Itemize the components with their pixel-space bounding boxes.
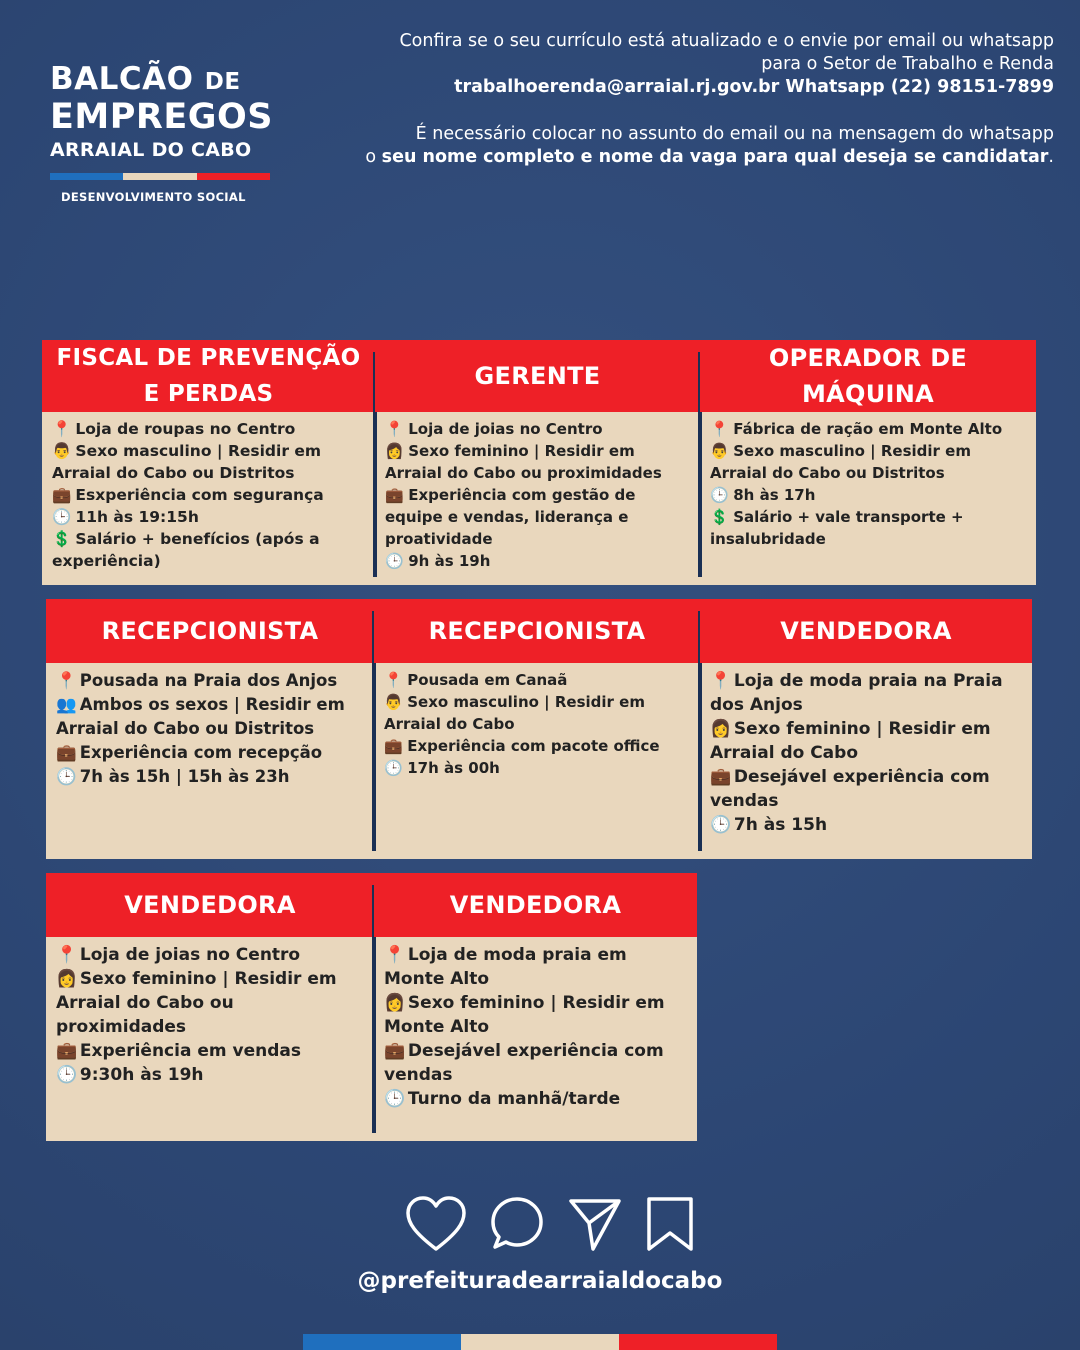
job-detail-text: Desejável experiência com vendas bbox=[710, 767, 990, 811]
job-card bbox=[375, 340, 700, 585]
woman-icon: 👩 bbox=[385, 442, 404, 460]
job-detail-item bbox=[384, 943, 687, 991]
job-detail-text: Pousada na Praia dos Anjos bbox=[79, 671, 338, 690]
job-details bbox=[700, 412, 1036, 550]
job-detail-item bbox=[384, 1087, 687, 1111]
job-detail-text: Sexo feminino | Residir em Arraial do Cabo ou proximidades bbox=[385, 442, 662, 482]
job-detail-item bbox=[384, 735, 690, 757]
heart-icon[interactable] bbox=[405, 1195, 467, 1253]
job-details bbox=[374, 937, 697, 1111]
intro-line5-suffix: . bbox=[1048, 147, 1054, 167]
job-detail-item bbox=[56, 1039, 364, 1063]
job-detail-text: Sexo feminino | Residir em Monte Alto bbox=[384, 993, 665, 1037]
job-detail-item bbox=[385, 550, 690, 572]
job-detail-item bbox=[384, 991, 687, 1039]
job-detail-item bbox=[710, 669, 1022, 717]
clock-icon: 🕒 bbox=[384, 1089, 406, 1109]
job-detail-text: Loja de moda praia em Monte Alto bbox=[384, 945, 627, 989]
job-detail-text: Loja de joias no Centro bbox=[79, 945, 301, 965]
job-detail-text: 8h às 17h bbox=[733, 486, 816, 504]
woman-icon: 👩 bbox=[710, 719, 732, 739]
briefcase-icon: 💼 bbox=[56, 1041, 78, 1061]
job-detail-text: Ambos os sexos | Residir em Arraial do Cabo ou Distritos bbox=[56, 695, 345, 738]
job-details bbox=[46, 937, 374, 1087]
job-detail-text: 17h às 00h bbox=[407, 759, 500, 777]
logo bbox=[50, 62, 280, 204]
logo-line2: EMPREGOS bbox=[50, 97, 273, 137]
woman-icon: 👩 bbox=[384, 993, 406, 1013]
job-detail-item bbox=[710, 440, 1026, 484]
job-detail-text: Sexo feminino | Residir em Arraial do Cabo bbox=[710, 719, 991, 763]
job-detail-item bbox=[56, 693, 364, 741]
briefcase-icon: 💼 bbox=[710, 767, 732, 787]
job-detail-text: Sexo masculino | Residir em Arraial do Cabo ou Distritos bbox=[710, 442, 971, 482]
job-detail-item bbox=[52, 528, 365, 572]
pin-icon: 📍 bbox=[710, 420, 729, 438]
job-detail-text: Salário + vale transporte + insalubridade bbox=[710, 508, 964, 548]
job-detail-text: 7h às 15h bbox=[733, 815, 828, 835]
job-title: FISCAL DE PREVENÇÃO E PERDAS bbox=[42, 340, 375, 412]
job-detail-item bbox=[56, 669, 364, 693]
footer-stripe bbox=[303, 1334, 777, 1350]
job-detail-item bbox=[385, 418, 690, 440]
job-detail-item bbox=[710, 717, 1022, 765]
job-detail-item bbox=[385, 440, 690, 484]
job-detail-text: Experiência com pacote office bbox=[407, 737, 660, 755]
job-detail-text: Esxperiência com segurança bbox=[75, 486, 324, 504]
job-detail-item bbox=[384, 1039, 687, 1087]
job-details bbox=[42, 412, 375, 572]
job-title: VENDEDORA bbox=[46, 873, 374, 937]
briefcase-icon: 💼 bbox=[385, 486, 404, 504]
job-detail-item bbox=[384, 691, 690, 735]
intro-line5-prefix: o bbox=[365, 147, 377, 167]
send-icon[interactable] bbox=[567, 1195, 623, 1253]
job-detail-text: Sexo masculino | Residir em Arraial do Cabo ou Distritos bbox=[52, 442, 322, 482]
job-card bbox=[374, 599, 700, 859]
clock-icon: 🕒 bbox=[56, 767, 77, 786]
pin-icon: 📍 bbox=[56, 945, 78, 965]
job-detail-text: Pousada em Canaã bbox=[407, 671, 568, 689]
people-icon: 👥 bbox=[56, 695, 77, 714]
intro-line2: para o Setor de Trabalho e Renda bbox=[761, 54, 1054, 74]
pin-icon: 📍 bbox=[385, 420, 404, 438]
job-detail-text: Desejável experiência com vendas bbox=[384, 1041, 664, 1085]
job-detail-item bbox=[710, 506, 1026, 550]
job-detail-item bbox=[384, 757, 690, 779]
job-detail-item bbox=[385, 484, 690, 550]
job-detail-item bbox=[52, 506, 365, 528]
job-detail-text: 7h às 15h | 15h às 23h bbox=[79, 767, 290, 786]
clock-icon: 🕒 bbox=[710, 815, 732, 835]
instagram-handle[interactable]: @prefeituradearraialdocabo bbox=[357, 1268, 723, 1294]
job-detail-item bbox=[56, 1063, 364, 1087]
jobs-row-3 bbox=[46, 873, 697, 1141]
job-detail-text: Loja de roupas no Centro bbox=[75, 420, 296, 438]
logo-line1: BALCÃO bbox=[50, 61, 194, 97]
job-card bbox=[46, 599, 374, 859]
bookmark-icon[interactable] bbox=[645, 1195, 695, 1253]
clock-icon: 🕒 bbox=[710, 486, 729, 504]
job-detail-item bbox=[710, 418, 1026, 440]
job-title: RECEPCIONISTA bbox=[46, 599, 374, 663]
social-icons bbox=[405, 1195, 695, 1253]
job-card bbox=[42, 340, 375, 585]
man-icon: 👨 bbox=[52, 442, 72, 460]
job-detail-item bbox=[52, 440, 365, 484]
briefcase-icon: 💼 bbox=[56, 743, 77, 762]
job-detail-item bbox=[710, 765, 1022, 813]
job-detail-text: Experiência em vendas bbox=[79, 1041, 301, 1061]
intro-contact[interactable]: trabalhoerenda@arraial.rj.gov.br Whatsapp (22) 98151-7899 bbox=[454, 77, 1054, 97]
job-title: GERENTE bbox=[375, 340, 700, 412]
intro-line1: Confira se o seu currículo está atualizado e o envie por email ou whatsapp bbox=[399, 31, 1054, 51]
job-details bbox=[46, 663, 374, 789]
job-details bbox=[375, 412, 700, 572]
job-detail-text: Sexo feminino | Residir em Arraial do Cabo ou proximidades bbox=[56, 969, 337, 1037]
job-detail-text: 9h às 19h bbox=[408, 552, 491, 570]
logo-line4: DESENVOLVIMENTO SOCIAL bbox=[61, 190, 246, 204]
job-detail-text: Turno da manhã/tarde bbox=[407, 1089, 621, 1109]
job-detail-text: Loja de joias no Centro bbox=[408, 420, 603, 438]
job-detail-text: Experiência com gestão de equipe e vendas, liderança e proatividade bbox=[385, 486, 636, 548]
job-card bbox=[700, 599, 1032, 859]
briefcase-icon: 💼 bbox=[52, 486, 72, 504]
comment-icon[interactable] bbox=[489, 1195, 545, 1253]
job-detail-item bbox=[56, 741, 364, 765]
clock-icon: 🕒 bbox=[385, 552, 404, 570]
job-title: VENDEDORA bbox=[374, 873, 697, 937]
job-card bbox=[374, 873, 697, 1141]
job-title: OPERADOR DE MÁQUINA bbox=[700, 340, 1036, 412]
job-card bbox=[700, 340, 1036, 585]
job-detail-item bbox=[52, 484, 365, 506]
job-detail-item bbox=[52, 418, 365, 440]
job-detail-text: 9:30h às 19h bbox=[79, 1065, 204, 1085]
money-icon: 💲 bbox=[710, 508, 729, 526]
pin-icon: 📍 bbox=[384, 671, 403, 689]
job-details bbox=[374, 663, 700, 779]
clock-icon: 🕒 bbox=[56, 1065, 78, 1085]
clock-icon: 🕒 bbox=[52, 508, 72, 526]
job-detail-item bbox=[710, 813, 1022, 837]
briefcase-icon: 💼 bbox=[384, 1041, 406, 1061]
pin-icon: 📍 bbox=[52, 420, 72, 438]
woman-icon: 👩 bbox=[56, 969, 78, 989]
jobs-row-2 bbox=[46, 599, 1032, 859]
job-title: RECEPCIONISTA bbox=[374, 599, 700, 663]
money-icon: 💲 bbox=[52, 530, 72, 548]
job-detail-item bbox=[56, 967, 364, 1039]
briefcase-icon: 💼 bbox=[384, 737, 403, 755]
logo-line3: ARRAIAL DO CABO bbox=[50, 139, 252, 161]
job-detail-text: Sexo masculino | Residir em Arraial do Cabo bbox=[384, 693, 645, 733]
job-detail-text: Experiência com recepção bbox=[79, 743, 323, 762]
job-detail-text: Fábrica de ração em Monte Alto bbox=[733, 420, 1003, 438]
job-detail-item bbox=[710, 484, 1026, 506]
job-title: VENDEDORA bbox=[700, 599, 1032, 663]
jobs-row-1 bbox=[42, 340, 1036, 585]
intro-text bbox=[314, 30, 1054, 169]
pin-icon: 📍 bbox=[710, 671, 732, 691]
man-icon: 👨 bbox=[710, 442, 729, 460]
logo-stripe bbox=[50, 173, 270, 180]
job-detail-item bbox=[56, 943, 364, 967]
job-details bbox=[700, 663, 1032, 837]
pin-icon: 📍 bbox=[56, 671, 77, 690]
logo-line1-small: DE bbox=[204, 69, 241, 95]
intro-line5-bold: seu nome completo e nome da vaga para qual deseja se candidatar bbox=[381, 147, 1049, 167]
man-icon: 👨 bbox=[384, 693, 403, 711]
job-detail-item bbox=[384, 669, 690, 691]
job-detail-text: 11h às 19:15h bbox=[75, 508, 199, 526]
job-detail-item bbox=[56, 765, 364, 789]
clock-icon: 🕒 bbox=[384, 759, 403, 777]
job-card bbox=[46, 873, 374, 1141]
intro-line4: É necessário colocar no assunto do email ou na mensagem do whatsapp bbox=[415, 124, 1054, 144]
pin-icon: 📍 bbox=[384, 945, 406, 965]
job-detail-text: Salário + benefícios (após a experiência) bbox=[52, 530, 320, 570]
job-detail-text: Loja de moda praia na Praia dos Anjos bbox=[710, 671, 1003, 715]
